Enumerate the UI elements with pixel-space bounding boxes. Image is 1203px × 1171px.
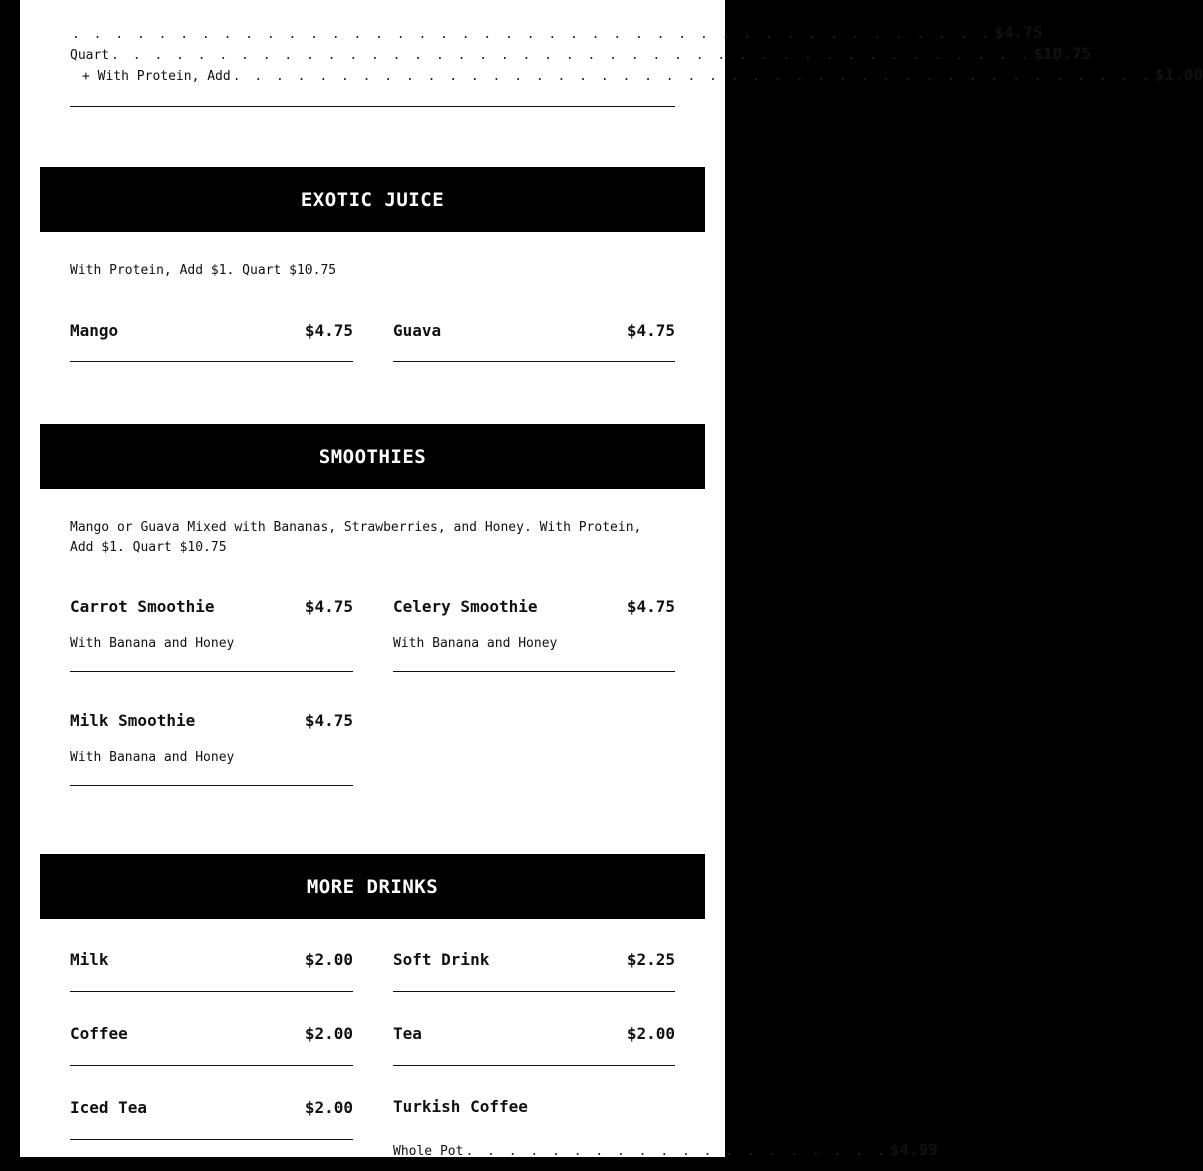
divider (70, 106, 675, 107)
dot-leader: . . . . . . . . . . . . . . . . . . . . (465, 1144, 888, 1159)
row-label: Whole Pot (393, 1144, 464, 1159)
item-name: Milk (70, 950, 109, 969)
item-name: Mango (70, 321, 119, 340)
item-price: $4.75 (304, 711, 353, 730)
menu-item[interactable] (393, 597, 675, 672)
item-divider (70, 1065, 353, 1066)
item-name: Celery Smoothie (393, 597, 538, 616)
item-price: $2.00 (304, 1024, 353, 1043)
row-price: $4.75 (994, 23, 1043, 42)
item-subtitle: With Banana and Honey (70, 750, 235, 765)
menu-item[interactable] (393, 1024, 675, 1066)
menu-item[interactable] (393, 321, 675, 362)
item-divider (70, 671, 353, 672)
item-divider (393, 361, 675, 362)
row-price: $1.00 (1155, 65, 1203, 84)
item-price: $4.75 (626, 597, 675, 616)
menu-item[interactable] (70, 711, 353, 786)
row-label: Quart (70, 48, 110, 63)
row-price: $4.99 (889, 1140, 938, 1159)
item-price: $2.00 (304, 1098, 353, 1117)
menu-item[interactable] (70, 321, 353, 362)
item-name: Tea (393, 1024, 422, 1043)
price-row (70, 23, 1043, 42)
item-price: $2.00 (626, 1024, 675, 1043)
price-row (70, 44, 1092, 63)
item-subtitle: With Banana and Honey (70, 636, 235, 651)
item-divider (70, 1139, 353, 1140)
price-row (393, 1140, 938, 1159)
item-name: Iced Tea (70, 1098, 148, 1117)
item-divider (70, 361, 353, 362)
row-label: + With Protein, Add (82, 69, 231, 84)
menu-item[interactable] (70, 1024, 353, 1066)
item-name: Guava (393, 321, 442, 340)
item-price: $4.75 (304, 321, 353, 340)
row-price: $10.75 (1033, 44, 1092, 63)
menu-item[interactable] (70, 950, 353, 992)
item-divider (70, 991, 353, 992)
section-banner-exotic-juice: EXOTIC JUICE (40, 167, 705, 232)
item-price: $2.00 (304, 950, 353, 969)
item-price: $4.75 (626, 321, 675, 340)
section-description: With Protein, Add $1. Quart $10.75 (70, 263, 337, 278)
item-price: $4.75 (304, 597, 353, 616)
section-description: Mango or Guava Mixed with Bananas, Strawberries, and Honey. With Protein, Add $1. Quart $10.75 (70, 520, 642, 555)
dot-leader: . . . . . . . . . . . . . . . . . . . . . . . . . . . . . . . . . . . . . . . . . . . (232, 69, 1153, 84)
item-name: Carrot Smoothie (70, 597, 215, 616)
item-name: Coffee (70, 1024, 128, 1043)
item-divider (393, 671, 675, 672)
menu-page (20, 0, 1203, 1159)
item-price: $2.25 (626, 950, 675, 969)
item-name: Turkish Coffee (393, 1097, 528, 1116)
menu-item[interactable] (393, 950, 675, 992)
dot-leader: . . . . . . . . . . . . . . . . . . . . . . . . . . . . . . . . . . . . . . . . . . . (72, 27, 993, 42)
item-name: Soft Drink (393, 950, 490, 969)
menu-item[interactable] (70, 1098, 353, 1140)
item-divider (70, 785, 353, 786)
item-divider (393, 1065, 675, 1066)
price-row (70, 65, 1203, 84)
dot-leader: . . . . . . . . . . . . . . . . . . . . . . . . . . . . . . . . . . . . . . . . . . . (111, 48, 1032, 63)
item-divider (393, 991, 675, 992)
item-name: Milk Smoothie (70, 711, 196, 730)
item-subtitle: With Banana and Honey (393, 636, 558, 651)
section-banner-smoothies: SMOOTHIES (40, 424, 705, 489)
menu-item[interactable] (70, 597, 353, 672)
menu-item[interactable] (393, 1097, 675, 1116)
section-banner-more-drinks: MORE DRINKS (40, 854, 705, 919)
